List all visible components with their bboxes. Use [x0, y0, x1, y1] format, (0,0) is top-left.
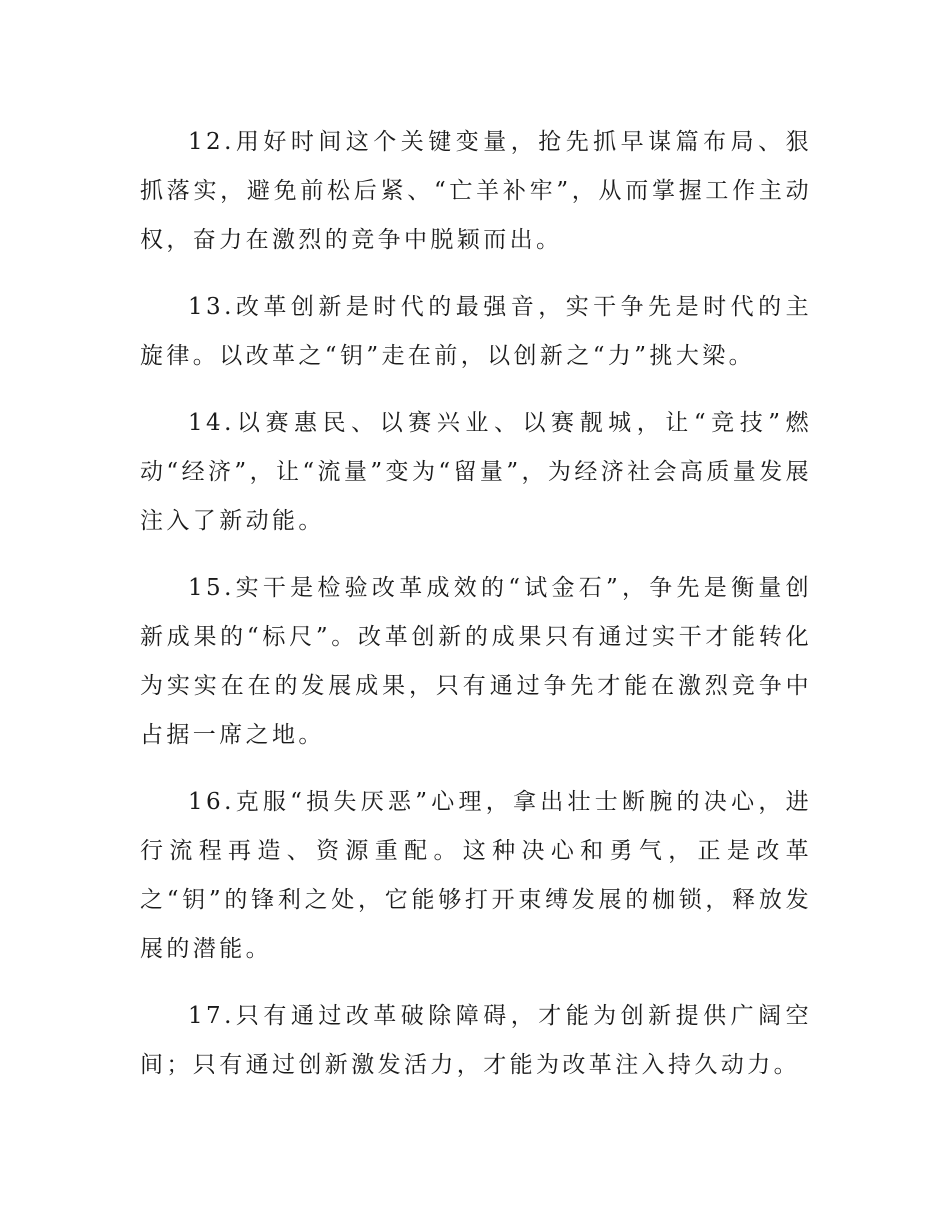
paragraph-15: 15.实干是检验改革成效的“试金石”，争先是衡量创新成果的“标尺”。改革创新的成果只有通过实干才能转化为实实在在的发展成果，只有通过争先才能在激烈竞争中占据一席之地。 [140, 575, 812, 748]
paragraph-16: 16.克服“损失厌恶”心理，拿出壮士断腕的决心，进行流程再造、资源重配。这种决心和勇气，正是改革之“钥”的锋利之处，它能够打开束缚发展的枷锁，释放发展的潜能。 [140, 789, 812, 962]
paragraph-17: 17.只有通过改革破除障碍，才能为创新提供广阔空间；只有通过创新激发活力，才能为改革注入持久动力。 [140, 1003, 812, 1078]
document-body [140, 118, 812, 1108]
paragraph-13: 13.改革创新是时代的最强音，实干争先是时代的主旋律。以改革之“钥”走在前，以创新之“力”挑大梁。 [140, 294, 812, 369]
paragraph-14: 14.以赛惠民、以赛兴业、以赛靓城，让“竞技”燃动“经济”，让“流量”变为“留量”，为经济社会高质量发展注入了新动能。 [140, 410, 812, 534]
paragraph-12: 12.用好时间这个关键变量，抢先抓早谋篇布局、狠抓落实，避免前松后紧、“亡羊补牢”，从而掌握工作主动权，奋力在激烈的竞争中脱颖而出。 [140, 129, 812, 253]
